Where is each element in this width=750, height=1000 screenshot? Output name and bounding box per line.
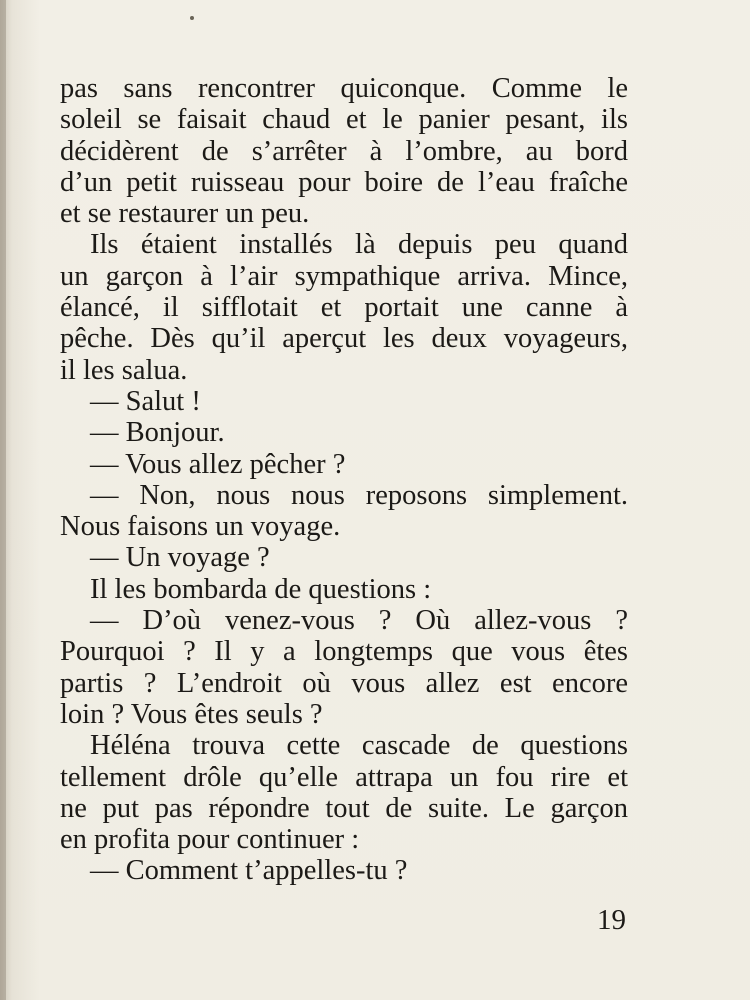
text-line: — Vous allez pêcher ? [90, 448, 346, 480]
text-line: Héléna trouva cette cascade de questions [90, 730, 628, 762]
paper-speck [190, 16, 194, 20]
text-line: Pourquoi ? Il y a longtemps que vous êtes [60, 636, 628, 668]
text-line: soleil se faisait chaud et le panier pesant, ils [60, 104, 628, 136]
text-line: — Bonjour. [90, 417, 225, 449]
text-line: élancé, il sifflotait et portait une canne à [60, 292, 628, 324]
text-line: en profita pour continuer : [60, 824, 360, 856]
text-line: Nous faisons un voyage. [60, 511, 341, 543]
text-line: un garçon à l’air sympathique arriva. Mince, [60, 260, 628, 292]
text-line: pêche. Dès qu’il aperçut les deux voyageurs, [60, 323, 628, 355]
text-line: — D’où venez-vous ? Où allez-vous ? [90, 605, 628, 637]
text-line: Ils étaient installés là depuis peu quand [90, 229, 628, 261]
text-line: — Comment t’appelles-tu ? [90, 855, 408, 887]
text-line: — Non, nous nous reposons simplement. [90, 479, 628, 511]
text-line: et se restaurer un peu. [60, 198, 310, 230]
text-line: tellement drôle qu’elle attrapa un fou rire et [60, 761, 628, 793]
text-line: d’un petit ruisseau pour boire de l’eau fraîche [60, 166, 628, 198]
text-line: décidèrent de s’arrêter à l’ombre, au bord [60, 135, 628, 167]
text-line: il les salua. [60, 354, 188, 386]
text-line: ne put pas répondre tout de suite. Le garçon [60, 792, 628, 824]
text-line: — Un voyage ? [90, 542, 270, 574]
text-line: pas sans rencontrer quiconque. Comme le [60, 73, 628, 104]
text-line: — Salut ! [90, 385, 201, 417]
text-line: partis ? L’endroit où vous allez est encore [60, 667, 628, 699]
text-line: loin ? Vous êtes seuls ? [60, 698, 323, 730]
text-line: Il les bombarda de questions : [90, 573, 432, 605]
page-body-text [60, 73, 628, 887]
page-number: 19 [597, 904, 626, 936]
page-gutter-shadow [0, 0, 6, 1000]
